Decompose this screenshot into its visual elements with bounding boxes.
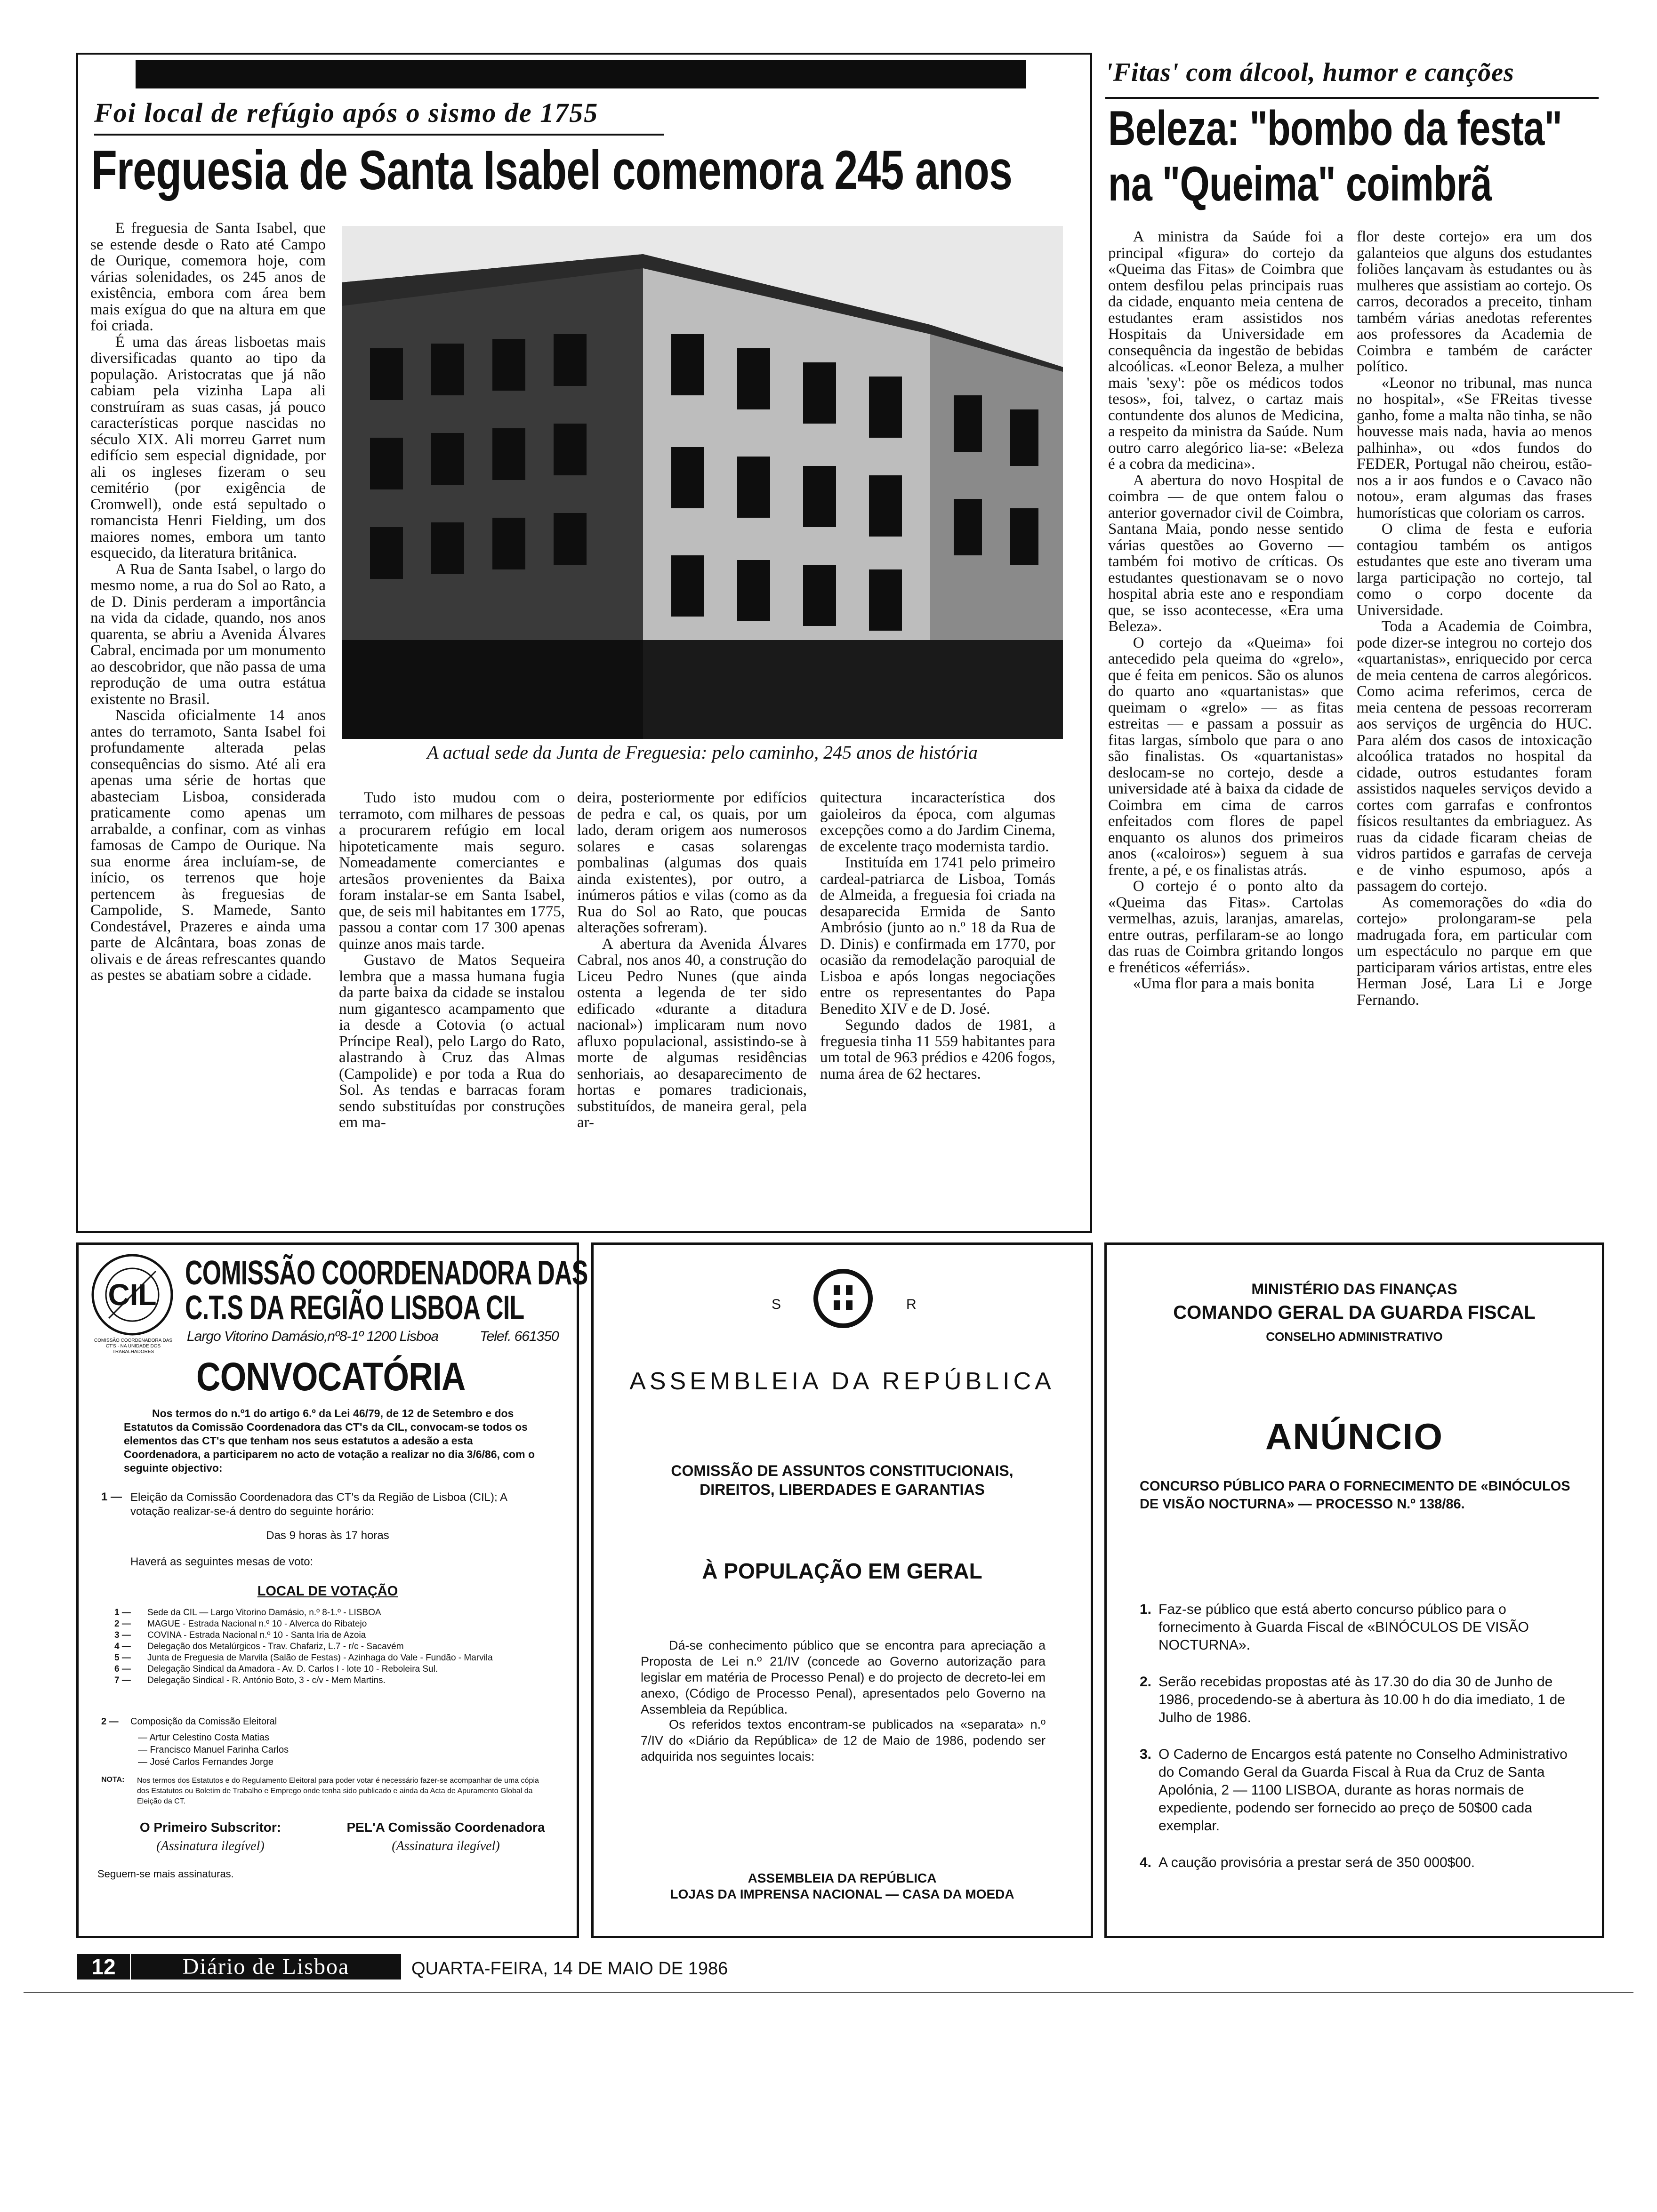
right-col2-para: O clima de festa e euforia contagiou também os antigos estudantes que este ano tiveram uma larga participação no cortejo, tal como o corpo docente da Universidade.: [1357, 521, 1592, 619]
ar-heading: À POPULAÇÃO EM GERAL: [702, 1559, 982, 1583]
cil-location-num: 5 —: [114, 1653, 131, 1663]
gf-item-num: 1.: [1140, 1602, 1152, 1617]
cil-sig1-title: O Primeiro Subscritor:: [139, 1820, 282, 1835]
left-col2-para: Gustavo de Matos Sequeira lembra que a massa humana fugia da parte baixa da cidade se instalou num gigantesco acampamento que ia desde a Cotovia (o actual Príncipe Real), pelo Largo do Rato, alastrando à Cruz das Almas (Campolide) e por toda a Rua do Sol. As tendas e barracas foram sendo substituídas por construções em ma-: [339, 952, 565, 1131]
cil-logo-ring-text: COMISSÃO COORDENADORA DAS CT'S · NA UNIDADE DOS TRABALHADORES: [94, 1338, 173, 1354]
right-col2-para: flor deste cortejo» era um dos galanteios que alguns dos estudantes foliões lançavam às estudantes ou às mulheres que assistiam ao cortejo. Os carros, decorados a preceito, tinham também várias anedotas referentes aos professores da Academia de Coimbra e também de carácter político.: [1357, 228, 1592, 375]
gf-subject: CONCURSO PÚBLICO PARA O FORNECIMENTO DE «BINÓCULOS DE VISÃO NOCTURNA» — PROCESSO N.º 138/86.: [1140, 1479, 1570, 1512]
right-col-1: [1108, 229, 1343, 992]
gf-item-text: O Caderno de Encargos está patente no Conselho Administrativo do Comando Geral da Guarda Fiscal à Rua da Cruz de Santa Apolónia, 2 — 1100 LISBOA, durante as horas normais de expediente, podendo ser fornecido ao preço de 50$00 cada exemplar.: [1158, 1747, 1568, 1834]
gf-item-num: 4.: [1140, 1855, 1152, 1870]
left-kicker: Foi local de refúgio após o sismo de 1755: [94, 97, 599, 128]
ar-para-1: Dá-se conhecimento público que se encontra para apreciação a Proposta de Lei n.º 21/IV (concede ao Governo autorização para legislar em matéria de Processo Penal) e do projecto de decreto-lei em anexo, (Código de Processo Penal), apresentados pelo Governo na Assembleia da República.: [641, 1638, 1046, 1716]
cil-intro: Nos termos do n.º1 do artigo 6.º da Lei 46/79, de 12 de Setembro e dos Estatutos da Comissão Coordenadora das CT's da CIL, convocam-se todos os elementos das CT's que tenham nos seus estatutos a adesão a esta Coordenadora, a participarem no acto de votação a realizar no dia 3/6/86, com o seguinte objectivo:: [124, 1407, 535, 1474]
cil-location-num: 1 —: [114, 1608, 131, 1618]
masthead: Diário de Lisboa: [131, 1954, 401, 1980]
right-kicker-rule: [1105, 97, 1599, 99]
page-number: 12: [77, 1954, 130, 1980]
photo-caption: A actual sede da Junta de Freguesia: pelo caminho, 245 anos de história: [427, 742, 978, 763]
gf-item-text: Faz-se público que está aberto concurso público para o fornecimento à Guarda Fiscal de «BINÓCULOS DE VISÃO NOCTURNA».: [1158, 1602, 1529, 1653]
right-col1-para: O cortejo da «Queima» foi antecedido pela queima do «grelo», que é feita em penicos. São os alunos do quarto ano «quartanistas» que queimam o «grelo» — as fitas estreitas — e passam a possuir as fitas largas, símbolo que para o ano são finalistas. Os «quartanistas» deslocam-se no cortejo, desde a universidade até à baixa da cidade de Coimbra em cima de carros enfeitados com flores de papel enquanto os alunos dos primeiros anos («caloiros») seguem à sua frente, a pé, e os finalistas atrás.: [1108, 634, 1343, 879]
cil-location-item: [114, 1630, 538, 1641]
right-col1-para: «Uma flor para a mais bonita: [1133, 975, 1315, 992]
cil-hours: Das 9 horas às 17 horas: [266, 1529, 389, 1542]
cil-members: [138, 1731, 289, 1768]
gf-item-text: Serão recebidas propostas até às 17.30 do dia 30 de Junho de 1986, procedendo-se à abertura às 10.00 h do dia imediato, 1 de Julho de 1986.: [1158, 1674, 1565, 1725]
ar-place-1: ASSEMBLEIA DA REPÚBLICA: [748, 1871, 937, 1885]
cil-item2: Composição da Comissão Eleitoral: [130, 1716, 277, 1727]
cil-location-text: Delegação Sindical - R. António Boto, 3 - c/v - Mem Martins.: [147, 1675, 386, 1685]
cil-location-item: [114, 1664, 538, 1675]
right-kicker: 'Fitas' com álcool, humor e canções: [1105, 58, 1514, 87]
ar-para-2: Os referidos textos encontram-se publicados na «separata» n.º 7/IV do «Diário da República» de 12 de Maio de 1986, podendo ser adquirida nos seguintes locais:: [641, 1717, 1046, 1763]
left-col3-para: A abertura da Avenida Álvares Cabral, nos anos 40, a construção do Liceu Pedro Nunes (que ainda ostenta a legenda de ter sido edificado «durante a ditadura nacional») implicaram num novo afluxo populacional, assistindo-se à morte de algumas residências senhoriais, ao desaparecimento de hortas e pomares tradicionais, substituídos, de maneira geral, pela ar-: [577, 935, 807, 1131]
ar-commission-2: DIREITOS, LIBERDADES E GARANTIAS: [700, 1481, 985, 1498]
ad-cil: [76, 1242, 588, 1938]
cil-location-num: 2 —: [114, 1619, 131, 1629]
cil-heading: CONVOCATÓRIA: [196, 1354, 466, 1399]
gf-command: COMANDO GERAL DA GUARDA FISCAL: [1173, 1302, 1536, 1323]
left-col-1: [90, 220, 326, 984]
right-col2-para: «Leonor no tribunal, mas nunca no hospital», «Se FReitas tivesse ganho, fome a malta não tinha, se não houvesse mais nada, havia ao menos palhinha», ou «dos fundos do FEDER, Portugal não cheirou, estão-nos a ir aos fundos e o Cavaco não notou», eram algumas das frases humorísticas que coloriam os carros.: [1357, 374, 1592, 521]
right-col-2: [1357, 229, 1592, 1008]
building-illustration: [342, 226, 1063, 739]
cil-location-item: [114, 1675, 538, 1686]
right-col1-para: A ministra da Saúde foi a principal «figura» do cortejo da «Queima das Fitas» de Coimbra que ontem desfilou pelas principais ruas da cidade, enquanto meia centena de estudantes eram assistidos nos Hospitais da Universidade em consequência da ingestão de bebidas alcoólicas. «Leonor Beleza, a mulher mais 'sexy': põe os médicos todos tesos», foi, talvez, o cartaz mais contundente dos alunos de Medicina, a respeito da ministra da Saúde. Num outro carro alegórico lia-se: «Beleza é a cobra da medicina».: [1108, 228, 1343, 473]
left-col4-para: Segundo dados de 1981, a freguesia tinha 11 559 habitantes para um total de 963 prédios e 4206 fogos, numa área de 62 hectares.: [820, 1017, 1056, 1082]
left-col-2: [339, 790, 565, 1131]
cil-location-item: [114, 1607, 538, 1619]
kicker-rule: [94, 134, 664, 136]
gf-item: [1140, 1601, 1577, 1654]
ar-commission-1: COMISSÃO DE ASSUNTOS CONSTITUCIONAIS,: [671, 1462, 1014, 1479]
left-col-4: [820, 790, 1055, 1082]
cil-item1: Eleição da Comissão Coordenadora das CT's da Região de Lisboa (CIL); A votação realizar-se-á dentro do seguinte horário:: [130, 1491, 507, 1518]
cil-sig2-title: PEL'A Comissão Coordenadora: [346, 1820, 545, 1835]
left-col1-para: Nascida oficialmente 14 anos antes do terramoto, Santa Isabel foi profundamente alterada pelas consequências do sismo. Até ali era apenas uma série de hortas que abasteciam Lisboa, considerada praticamente como apenas um arrabalde, a confinar, com as vinhas famosas de Campo de Ourique. Na sua enorme área incluíam-se, de início, os terrenos que hoje pertencem às freguesias de Campolide, S. Mamede, Santo Condestável, Prazeres e ainda uma parte de Alcântara, boas zonas de olivais e de áreas refrescantes quando as pestes se abatiam sobre a cidade.: [90, 707, 326, 984]
left-col1-para: É uma das áreas lisboetas mais diversificadas quanto ao tipo da população. Aristocratas que já não cabiam pela vizinha Lapa ali construíram as suas casas, já pouco características porque nascidas no século XIX. Ali morreu Garret num edifício sem especial dignidade, por ali os ingleses fizeram o seu cemitério (por exigência de Cromwell), onde está sepultado o romancista Henri Fielding, um dos maiores nomes, embora um tanto esquecido, da literatura britânica.: [90, 333, 326, 561]
cil-location-item: [114, 1641, 538, 1652]
right-col1-para: O cortejo é o ponto alto da «Queima das Fitas». Cartolas vermelhas, azuis, laranjas, amarelas, entre outras, perfilaram-se ao longo das ruas de Coimbra gritando longos e frenéticos «éferriás».: [1108, 878, 1343, 976]
cil-location-num: 4 —: [114, 1642, 131, 1651]
cil-location-num: 6 —: [114, 1664, 131, 1674]
right-col2-para: Toda a Academia de Coimbra, pode dizer-se integrou no cortejo dos «quartanistas», enriquecido por cerca de meia centena de carros alegóricos. Como acima referimos, cerca de meia centena de pessoas recorreram aos serviços de urgência do HUC. Para além dos casos de intoxicação alcoólica tratados no hospital da cidade, outros estudantes foram assistidos naqueles serviços devido a cortes com garrafas e confrontos físicos resultantes da embriaguez. As ruas da cidade ficaram cheias de vidros partidos e garrafas de cerveja e de vinho espumoso, após a passagem do cortejo.: [1357, 618, 1592, 895]
gf-ministry: MINISTÉRIO DAS FINANÇAS: [1251, 1281, 1457, 1298]
cil-locations-list: [114, 1607, 538, 1686]
cil-member: — Artur Celestino Costa Matias: [138, 1732, 269, 1743]
left-col1-para: A Rua de Santa Isabel, o largo do mesmo nome, a rua do Sol ao Rato, a de D. Dinis perderam a importância na vida da cidade, quando, nos anos quarenta, se abriu a Avenida Álvares Cabral, encimada por um monumento ao descobridor, que não passa de uma reprodução de uma outra estátua existente no Brasil.: [90, 561, 326, 708]
footer-date: QUARTA-FEIRA, 14 DE MAIO DE 1986: [411, 1959, 728, 1979]
gf-items: [1140, 1601, 1577, 1872]
left-col4-para: Instituída em 1741 pelo primeiro cardeal-patriarca de Lisboa, Tomás de Almeida, a freguesia foi criada na desaparecida Ermida de Santo Ambrósio (junto ao n.º 18 da Rua de D. Dinis) e confirmada em 1770, por ocasião da remodelação paroquial de Lisboa e após longas negociações entre os representantes do Papa Benedito XIV e de D. José.: [820, 854, 1055, 1018]
cil-location-num: 3 —: [114, 1630, 131, 1640]
cil-title-1: COMISSÃO COORDENADORA DAS: [185, 1254, 588, 1292]
seal-left-letter: S: [772, 1297, 781, 1312]
ar-title: ASSEMBLEIA DA REPÚBLICA: [629, 1368, 1055, 1395]
cil-location-text: COVINA - Estrada Nacional n.º 10 - Santa Iria de Azoia: [147, 1630, 366, 1640]
cil-logo-text: CIL: [108, 1278, 157, 1312]
left-col1-para: E freguesia de Santa Isabel, que se estende desde o Rato até Campo de Ourique, comemora hoje, com várias solenidades, os 245 anos de existência, embora com área bem mais exígua do que na altura em que foi criada.: [90, 220, 326, 334]
cil-sig1-sub: (Assinatura ilegível): [156, 1839, 265, 1853]
right-headline-line1: Beleza: "bombo da festa": [1108, 101, 1562, 156]
gf-item-num: 2.: [1140, 1674, 1152, 1690]
cil-location-num: 7 —: [114, 1675, 131, 1685]
gf-item: [1140, 1673, 1577, 1727]
left-headline: Freguesia de Santa Isabel comemora 245 anos: [91, 139, 1013, 201]
building-photo: [342, 226, 1063, 739]
cil-sig2-sub: (Assinatura ilegível): [392, 1839, 500, 1853]
cil-location-text: Sede da CIL — Largo Vitorino Damásio, n.º 8-1.º - LISBOA: [147, 1608, 381, 1618]
cil-footer: Seguem-se mais assinaturas.: [97, 1868, 234, 1880]
gf-item-text: A caução provisória a prestar será de 350 000$00.: [1158, 1855, 1475, 1870]
left-col3-para: deira, posteriormente por edifícios de pedra e cal, os quais, por um lado, deram origem aos numerosos solares e casas solarengas pombalinas (algumas dos quais ainda existentes), por outro, a inúmeros pátios e vilas (como as da Rua do Sol ao Rato, que poucas alterações sofreram).: [577, 789, 807, 936]
left-col2-para: Tudo isto mudou com o terramoto, com milhares de pessoas a procurarem refúgio em local hipoteticamente mais seguro. Nomeadamente comerciantes e artesãos provenientes da Baixa foram instalar-se em Santa Isabel, que, de seis mil habitantes em 1775, passou a contar com 17 300 apenas quinze anos mais tarde.: [339, 789, 565, 953]
right-col1-para: A abertura do novo Hospital de coimbra — de que ontem falou o anterior governador civil de Coimbra, Santana Maia, pondo nesse sentido várias questões ao Governo — também foi motivo de críticas. Os estudantes questionavam se o novo hospital abria este ano e respondiam que, se isso acontecesse, «Era uma Beleza».: [1108, 472, 1343, 635]
national-seal-icon: [801, 1267, 885, 1333]
top-black-bar: [136, 60, 1026, 88]
ar-place-2: LOJAS DA IMPRENSA NACIONAL — CASA DA MOEDA: [670, 1887, 1014, 1901]
cil-location-item: [114, 1652, 538, 1664]
cil-address: Largo Vitorino Damásio,nº8-1º 1200 Lisboa: [187, 1329, 439, 1344]
cil-member: — José Carlos Fernandes Jorge: [138, 1757, 273, 1767]
left-col-3: [577, 790, 807, 1131]
cil-location-text: Junta de Freguesia de Marvila (Salão de Festas) - Azinhaga do Vale - Fundão - Marvila: [147, 1653, 493, 1663]
cil-location-text: Delegação dos Metalúrgicos - Trav. Chafariz, L.7 - r/c - Sacavém: [147, 1642, 404, 1651]
cil-local-heading: LOCAL DE VOTAÇÃO: [257, 1584, 398, 1599]
left-col4-para: quitectura incaracterística dos gaioleiros da época, com algumas excepções como a do Jardim Cinema, de excelente traço modernista tardio.: [820, 789, 1055, 855]
gf-item: [1140, 1854, 1577, 1872]
right-col2-para: As comemorações do «dia do cortejo» prolongaram-se pela madrugada fora, em particular com um espectáculo no parque em que participaram vários artistas, entre eles Herman José, Lara Li e Jorge Fernando.: [1357, 894, 1592, 1009]
cil-note-label: NOTA:: [101, 1776, 125, 1784]
cil-location-item: [114, 1619, 538, 1630]
cil-item2-num: 2 —: [101, 1716, 119, 1727]
gf-council: CONSELHO ADMINISTRATIVO: [1266, 1330, 1443, 1344]
cil-item1-num: 1 —: [101, 1491, 122, 1503]
cil-location-text: Delegação Sindical da Amadora - Av. D. Carlos I - lote 10 - Reboleira Sul.: [147, 1664, 438, 1674]
seal-right-letter: R: [906, 1297, 917, 1312]
ad-guarda-fiscal: [1104, 1242, 1604, 1938]
right-headline-line2: na "Queima" coimbrã: [1108, 157, 1492, 211]
footer-rule: [24, 1992, 1633, 1993]
cil-member: — Francisco Manuel Farinha Carlos: [138, 1745, 289, 1755]
cil-tables-intro: Haverá as seguintes mesas de voto:: [130, 1555, 314, 1568]
cil-location-text: MAGUE - Estrada Nacional n.º 10 - Alverca do Ribatejo: [147, 1619, 367, 1629]
cil-note: Nos termos dos Estatutos e do Regulamento Eleitoral para poder votar é necessário fazer-se acompanhar de uma cópia dos Estatutos ou Boletim de Trabalho e Emprego onde tenha sido publicado e ainda da Acta de Apuramento Global da Eleição da CT.: [137, 1777, 539, 1805]
gf-heading: ANÚNCIO: [1265, 1416, 1443, 1457]
gf-item-num: 3.: [1140, 1747, 1152, 1762]
cil-title-2: C.T.S DA REGIÃO LISBOA CIL: [185, 1289, 524, 1327]
cil-phone: Telef. 661350: [480, 1329, 559, 1344]
gf-item: [1140, 1746, 1577, 1835]
ad-assembleia: [591, 1242, 1093, 1938]
